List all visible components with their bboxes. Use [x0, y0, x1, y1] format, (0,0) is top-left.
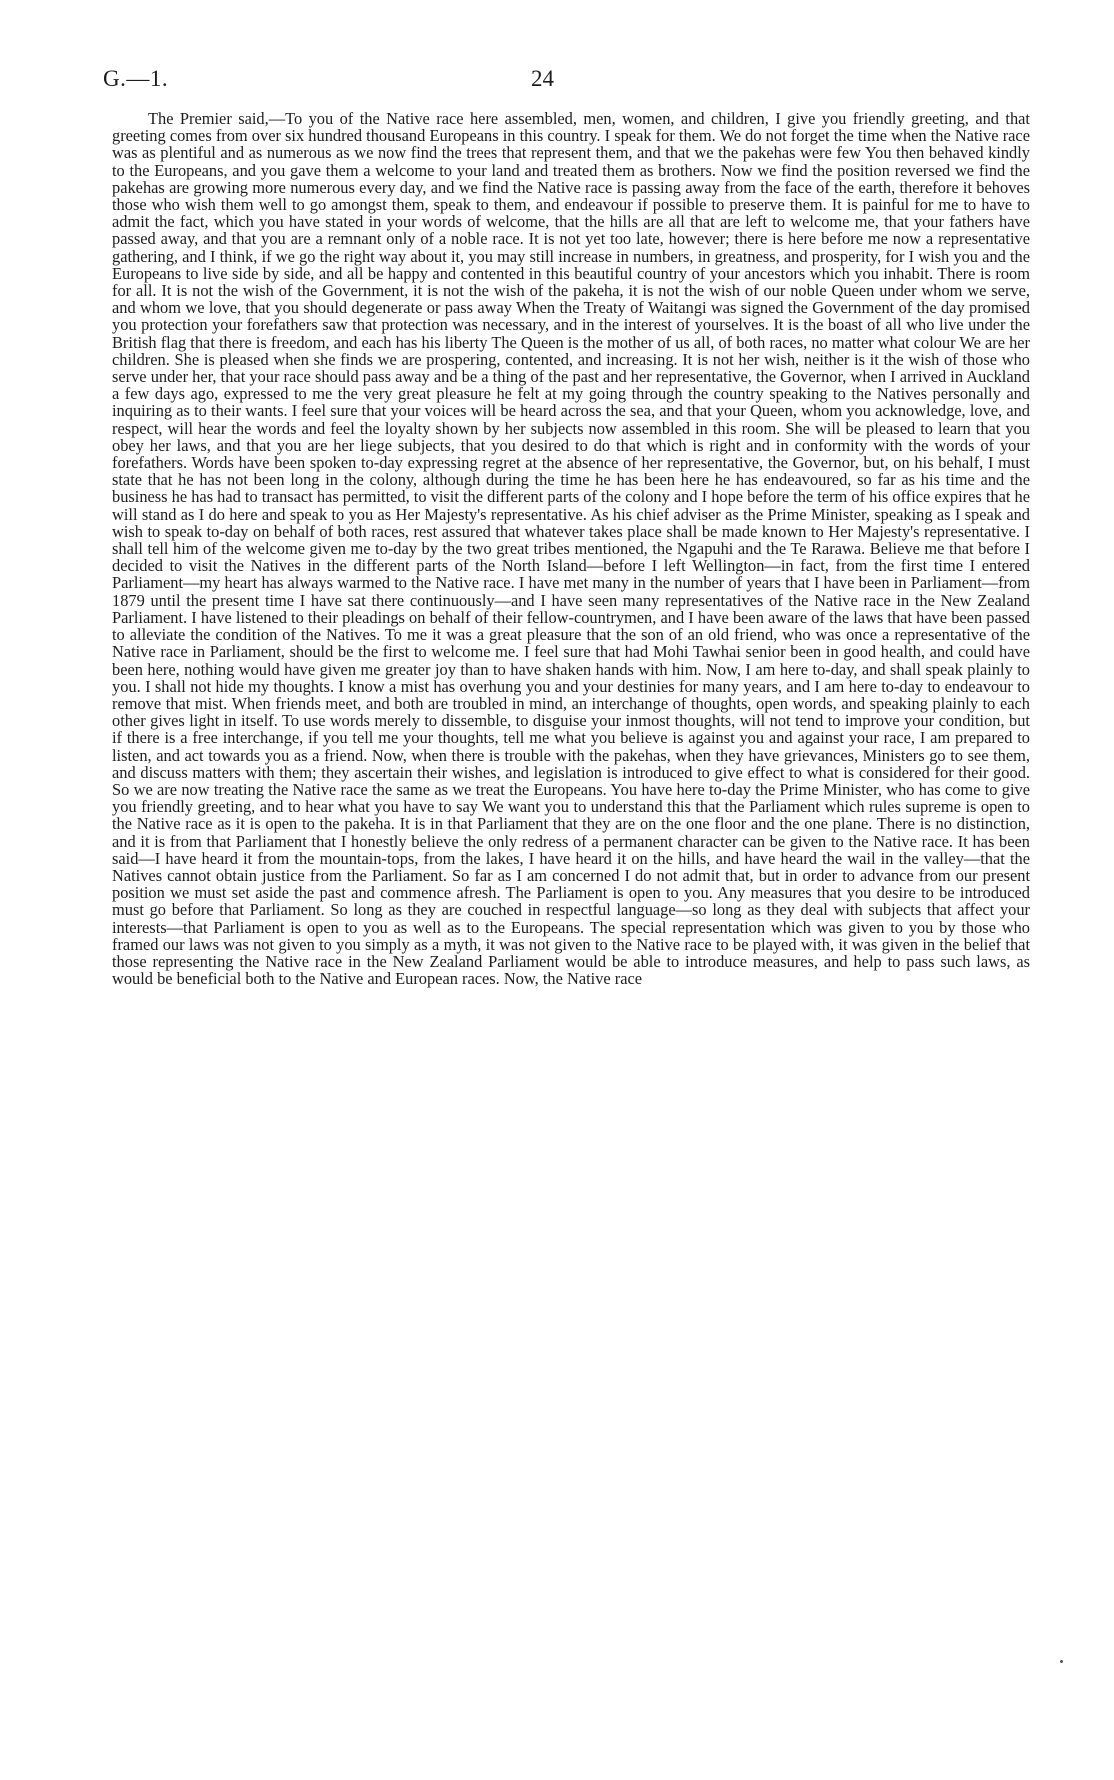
page-number: 24: [531, 66, 554, 91]
document-reference: G.—1.: [103, 66, 169, 91]
margin-speck: [1060, 1660, 1063, 1663]
page-header: [103, 66, 1023, 100]
body-paragraph: The Premier said,—To you of the Native race here assembled, men, women, and children, I give you friendly greeting, and that greeting comes from over six hundred thousand Europeans in this country. I speak for them. We do not forget the time when the Native race was as plentiful and as numerous as we now find the trees that represent them, and that we the pakehas were few You then behaved kindly to the Europeans, and you gave them a welcome to your land and treated them as brothers. Now we find the position reversed we find the pakehas are growing more numerous every day, and we find the Native race is passing away from the face of the earth, therefore it behoves those who wish them well to go amongst them, speak to them, and endeavour if possible to preserve them. It is painful for me to have to admit the fact, which you have stated in your words of welcome, that the hills are all that are left to welcome me, that your fathers have passed away, and that you are a remnant only of a noble race. It is not yet too late, however; there is here before me now a representative gathering, and I think, if we go the right way about it, you may still increase in numbers, in greatness, and prosperity, for I wish you and the Europeans to live side by side, and all be happy and contented in this beautiful country of your ancestors which you inhabit. There is room for all. It is not the wish of the Government, it is not the wish of the pakeha, it is not the wish of our noble Queen under whom we serve, and whom we love, that you should degenerate or pass away When the Treaty of Waitangi was signed the Government of the day promised you protection your forefathers saw that protection was necessary, and in the interest of yourselves. It is the boast of all who live under the British flag that there is freedom, and each has his liberty The Queen is the mother of us all, of both races, no matter what colour We are her children. She is pleased when she finds we are prospering, contented, and increasing. It is not her wish, neither is it the wish of those who serve under her, that your race should pass away and be a thing of the past and her representative, the Governor, when I arrived in Auckland a few days ago, expressed to me the very great pleasure he felt at my going through the country speaking to the Natives personally and inquiring as to their wants. I feel sure that your voices will be heard across the sea, and that your Queen, whom you acknowledge, love, and respect, will hear the words and feel the loyalty shown by her subjects now assembled in this room. She will be pleased to learn that you obey her laws, and that you are her liege subjects, that you desired to do that which is right and in conformity with the words of your forefathers. Words have been spoken to-day expressing regret at the absence of her representative, the Governor, but, on his behalf, I must state that he has not been long in the colony, although during the time he has been here he has endeavoured, so far as his time and the business he has had to transact has permitted, to visit the different parts of the colony and I hope before the term of his office expires that he will stand as I do here and speak to you as Her Majesty's representative. As his chief adviser as the Prime Minister, speaking as I speak and wish to speak to-day on behalf of both races, rest assured that whatever takes place shall be made known to Her Majesty's representative. I shall tell him of the welcome given me to-day by the two great tribes mentioned, the Ngapuhi and the Te Rarawa. Believe me that before I decided to visit the Natives in the different parts of the North Island—before I left Wellington—in fact, from the first time I entered Parliament—my heart has always warmed to the Native race. I have met many in the number of years that I have been in Parliament—from 1879 until the present time I have sat there continuously—and I have seen many representatives of the Native race in the New Zealand Parliament. I have listened to their pleadings on behalf of their fellow-countrymen, and I have been aware of the laws that have been passed to alleviate the condition of the Natives. To me it was a great pleasure that the son of an old friend, who was once a representative of the Native race in Parliament, should be the first to welcome me. I feel sure that had Mohi Tawhai senior been in good health, and could have been here, nothing would have given me greater joy than to have shaken hands with him. Now, I am here to-day, and shall speak plainly to you. I shall not hide my thoughts. I know a mist has overhung you and your destinies for many years, and I am here to-day to endeavour to remove that mist. When friends meet, and both are troubled in mind, an interchange of thoughts, open words, and speaking plainly to each other gives light in itself. To use words merely to dissemble, to disguise your inmost thoughts, will not tend to improve your condition, but if there is a free interchange, if you tell me your thoughts, tell me what you believe is against you and against your race, I am prepared to listen, and act towards you as a friend. Now, when there is trouble with the pakehas, when they have grievances, Ministers go to see them, and discuss matters with them; they ascertain their wishes, and legislation is introduced to give effect to what is considered for their good. So we are now treating the Native race the same as we treat the Europeans. You have here to-day the Prime Minister, who has come to give you friendly greeting, and to hear what you have to say We want you to understand this that the Parliament which rules supreme is open to the Native race as it is open to the pakeha. It is in that Parliament that they are on the one floor and the one plane. There is no distinction, and it is from that Parliament that I honestly believe the only redress of a permanent character can be given to the Native race. It has been said—I have heard it from the mountain-tops, from the lakes, I have heard it on the hills, and have heard the wail in the valley—that the Natives cannot obtain justice from the Parliament. So far as I am concerned I do not admit that, but in order to advance from our present position we must set aside the past and commence afresh. The Parliament is open to you. Any measures that you desire to be introduced must go before that Parliament. So long as they are couched in respectful language—so long as they deal with subjects that affect your interests—that Parliament is open to you as well as to the Europeans. The special representation which was given to you by those who framed our laws was not given to you simply as a myth, it was not given to the Native race to be played with, it was given in the belief that those representing the Native race in the New Zealand Parliament would be able to introduce measures, and help to pass such laws, as would be beneficial both to the Native and European races. Now, the Native race: [112, 109, 1030, 989]
